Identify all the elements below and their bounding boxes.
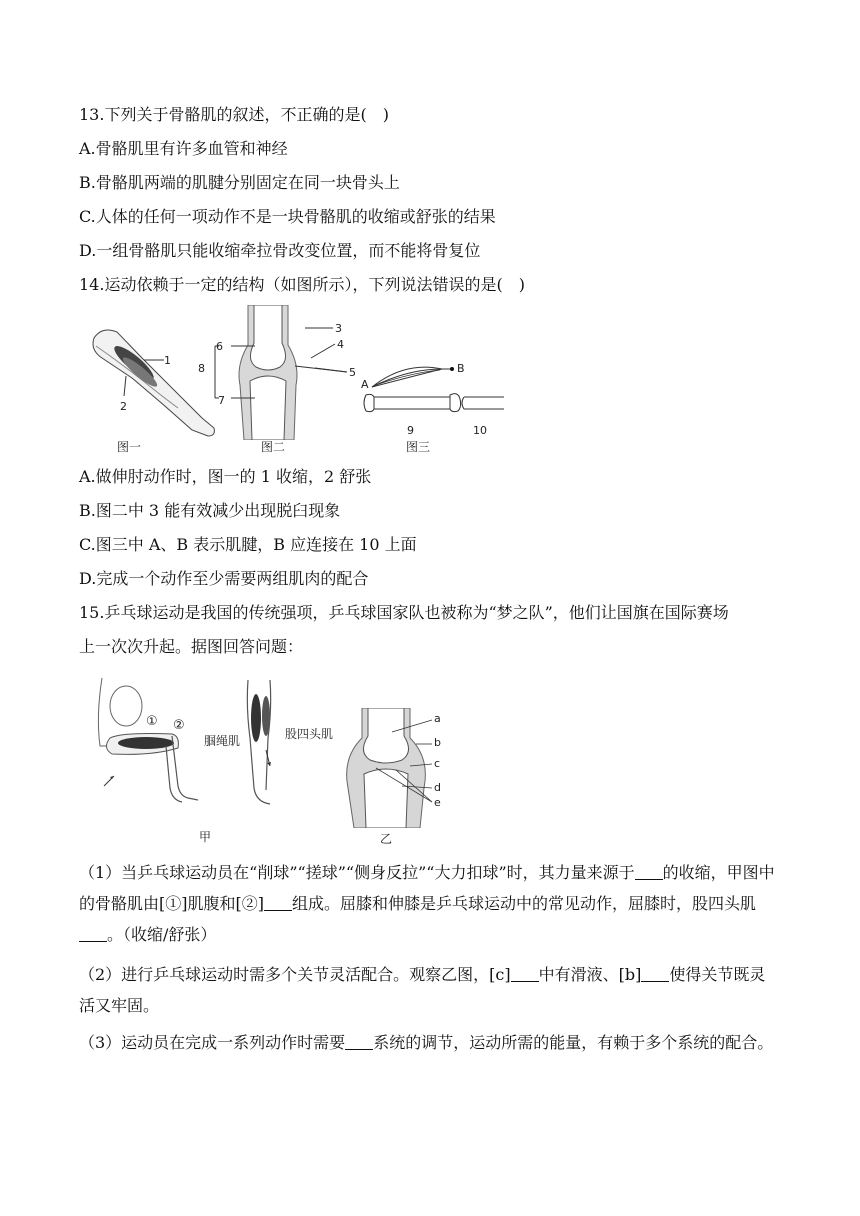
q15-sub2-text-b: 中有滑液、[b] [538, 965, 642, 984]
yi-label-a: a [434, 712, 441, 725]
q13-option-a: A.骨骼肌里有许多血管和神经 [79, 139, 288, 158]
q13-option-c: C.人体的任何一项动作不是一块骨骼肌的收缩或舒张的结果 [79, 207, 496, 226]
q13-stem: 13.下列关于骨骼肌的叙述，不正确的是( ) [79, 105, 389, 124]
figure-bones-muscle [360, 355, 510, 425]
figure-arm-muscles [82, 318, 222, 448]
yi-label-b: b [434, 736, 441, 749]
fig2-leader-lines [205, 322, 360, 412]
q15-sub2-text-a: （2）进行乒乓球运动时需多个关节灵活配合。观察乙图，[c] [79, 965, 511, 984]
fig3-label-9: 9 [407, 424, 414, 437]
q14-stem: 14.运动依赖于一定的结构（如图所示），下列说法错误的是( ) [79, 275, 525, 294]
q14-option-c: C.图三中 A、B 表示肌腱，B 应连接在 10 上面 [79, 535, 417, 554]
q15-sub3-text-b: 系统的调节，运动所需的能量，有赖于多个系统的配合。 [373, 1033, 774, 1052]
fig2-label-7: 7 [218, 394, 225, 407]
answer-blank[interactable] [264, 896, 292, 911]
q15-sub1-text-a: （1）当乒乓球运动员在“削球”“搓球”“侧身反拉”“大力扣球”时，其力量来源于 [79, 863, 635, 882]
figure-jia-standing-leg [236, 678, 286, 808]
yi-label-d: d [434, 781, 441, 794]
fig1-caption: 图一 [117, 440, 142, 454]
q15-sub2-text-c: 使得关节既灵活又牢固。 [79, 965, 766, 1015]
fig2-label-3: 3 [335, 322, 342, 335]
jia-muscle-hamstring: 腘绳肌 [204, 734, 241, 748]
jia-circle-1: ① [146, 714, 158, 729]
q13-option-d: D.一组骨骼肌只能收缩牵拉骨改变位置，而不能将骨复位 [79, 241, 481, 260]
fig2-label-6: 6 [216, 340, 223, 353]
fig3-caption: 图三 [406, 440, 431, 454]
fig3-label-10: 10 [473, 424, 487, 437]
fig2-label-8: 8 [198, 362, 205, 375]
jia-caption: 甲 [199, 830, 212, 844]
answer-blank[interactable] [345, 1035, 373, 1050]
fig2-label-4: 4 [337, 338, 344, 351]
fig1-label-1: 1 [164, 354, 171, 367]
figure-yi-knee-joint [336, 708, 446, 828]
fig1-label-2: 2 [120, 400, 127, 413]
q15-sub2 [79, 959, 779, 1021]
answer-blank[interactable] [641, 967, 669, 982]
answer-blank[interactable] [511, 967, 539, 982]
q13-option-b: B.骨骼肌两端的肌腱分别固定在同一块骨头上 [79, 173, 400, 192]
q15-stem-line1: 15.乒乓球运动是我国的传统强项，乒乓球国家队也被称为“梦之队”，他们让国旗在国际赛场 [79, 603, 729, 622]
q15-sub1-text-d: 。（收缩/舒张） [107, 925, 217, 944]
q14-option-b: B.图二中 3 能有效减少出现脱臼现象 [79, 501, 341, 520]
yi-caption: 乙 [380, 832, 393, 846]
jia-circle-2: ② [173, 718, 185, 733]
q15-sub3 [79, 1027, 779, 1058]
q15-stem-line2: 上一次次升起。据图回答问题： [79, 637, 304, 656]
figure-jia-seated-leg [92, 676, 202, 806]
q15-sub1 [79, 857, 779, 950]
q15-sub1-text-c: 组成。屈膝和伸膝是乒乓球运动中的常见动作，屈膝时，股四头肌 [291, 894, 756, 913]
answer-blank[interactable] [635, 865, 663, 880]
q15-sub3-text-a: （3）运动员在完成一系列动作时需要 [79, 1033, 346, 1052]
fig2-caption: 图二 [261, 440, 286, 454]
q14-option-a: A.做伸肘动作时，图一的 1 收缩，2 舒张 [79, 467, 372, 486]
fig3-label-b: B [457, 362, 465, 375]
yi-label-e: e [434, 796, 441, 809]
yi-label-c: c [434, 757, 441, 770]
q15-sub1-text-b: 的收缩，甲图中的骨骼肌由[①]肌腹和[②] [79, 863, 775, 913]
fig3-label-a: A [361, 378, 369, 391]
jia-muscle-quadriceps: 股四头肌 [285, 727, 334, 741]
q14-option-d: D.完成一个动作至少需要两组肌肉的配合 [79, 569, 369, 588]
fig2-label-5: 5 [349, 366, 356, 379]
answer-blank[interactable] [79, 927, 107, 942]
